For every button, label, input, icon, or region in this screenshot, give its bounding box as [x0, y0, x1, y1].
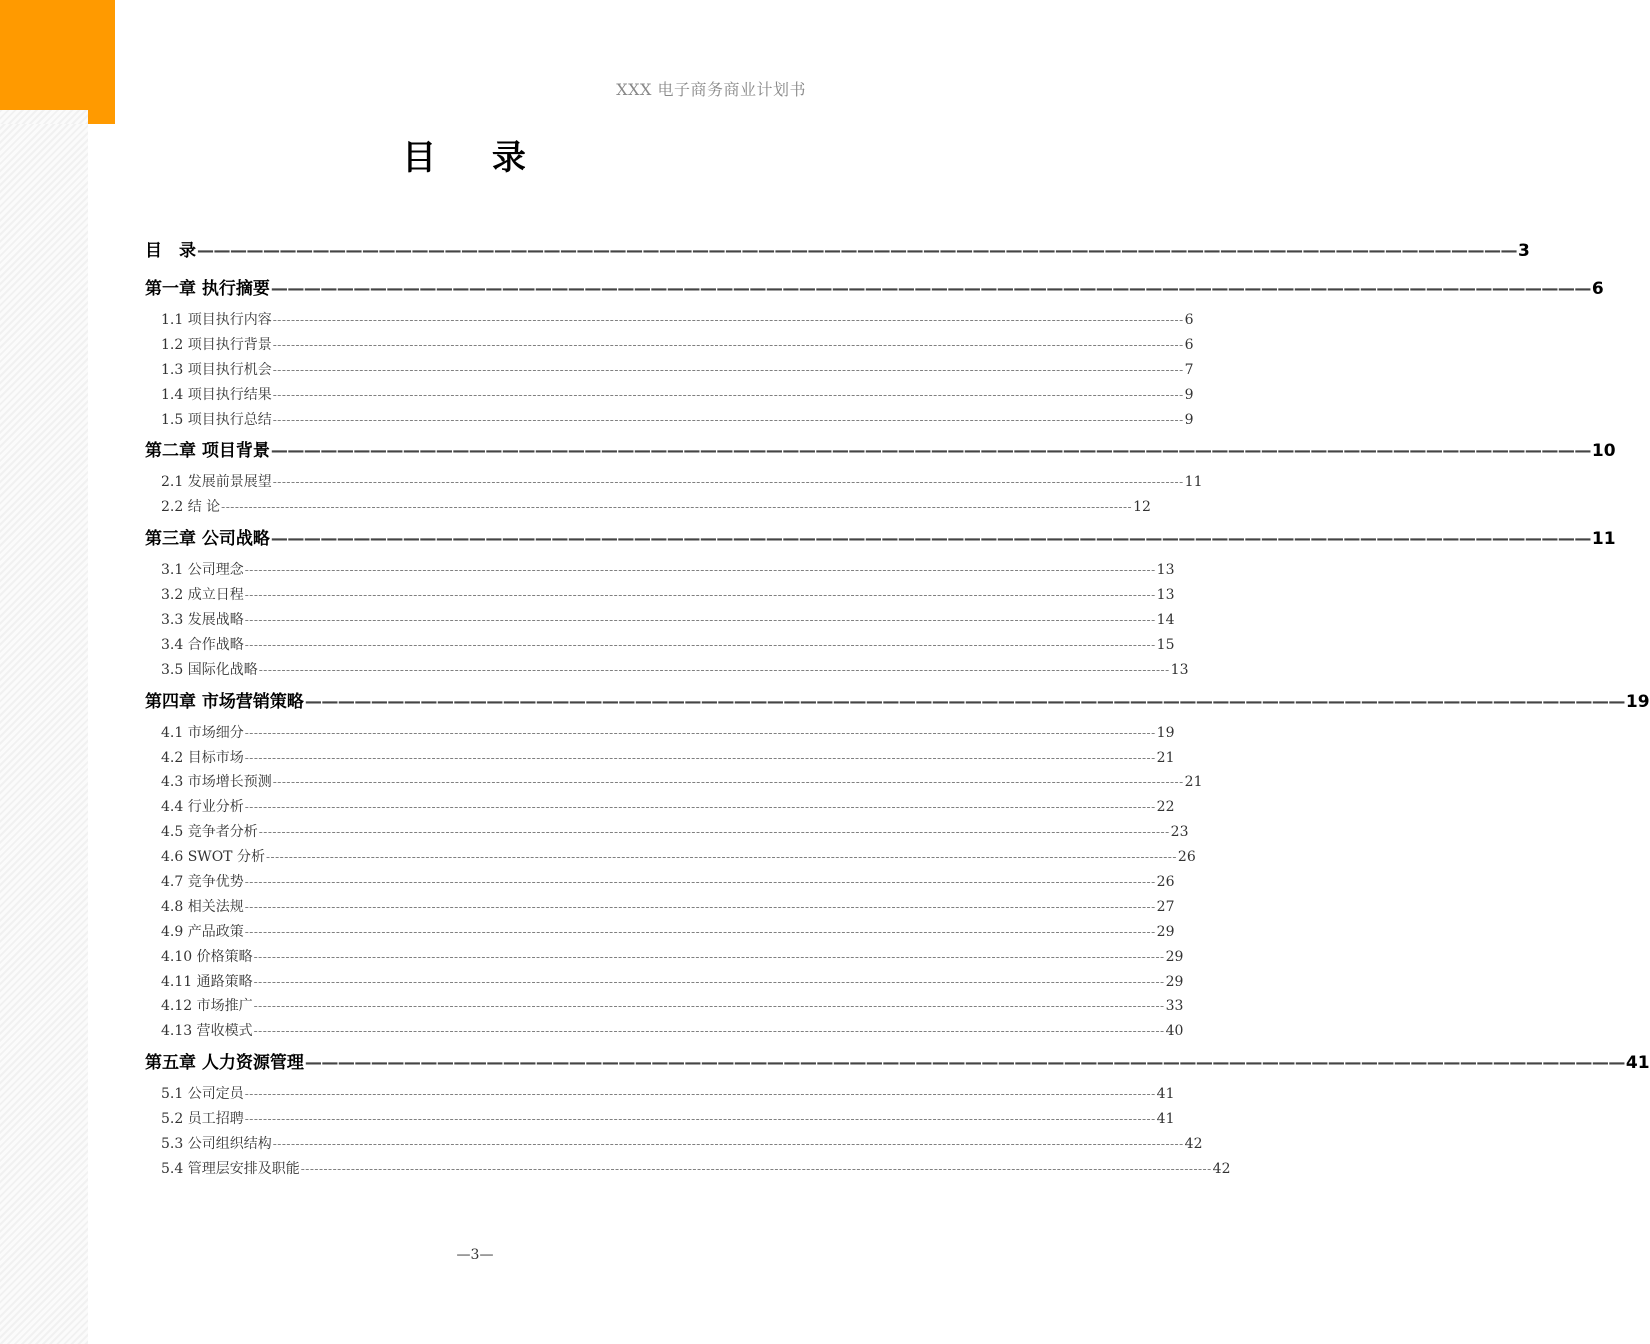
- toc-dot-leader: --------------------------------------------------------------------------------------------------------------------------------------------------------------------------------------------------------: [272, 337, 1184, 352]
- toc-entry-label: 4.7 竞争优势: [161, 874, 244, 891]
- toc-entry-label: 4.6 SWOT 分析: [161, 849, 265, 866]
- toc-entry-page-number: 6: [1591, 279, 1604, 299]
- toc-section-entry[interactable]: [145, 746, 1175, 771]
- toc-section-entry[interactable]: [145, 633, 1175, 658]
- toc-chapter-entry[interactable]: [145, 436, 1616, 470]
- toc-entry-label: 4.3 市场增长预测: [161, 774, 272, 791]
- toc-dot-leader: --------------------------------------------------------------------------------------------------------------------------------------------------------------------------------------------------------: [272, 775, 1184, 790]
- toc-dot-leader: ————————————————————————————————————————————————————————————————————————————————: [270, 441, 1591, 462]
- toc-dot-leader: --------------------------------------------------------------------------------------------------------------------------------------------------------------------------------------------------------: [253, 949, 1165, 964]
- toc-entry-page-number: 42: [1212, 1160, 1231, 1177]
- toc-entry-page-number: 40: [1165, 1023, 1184, 1040]
- toc-dot-leader: --------------------------------------------------------------------------------------------------------------------------------------------------------------------------------------------------------: [244, 899, 1156, 914]
- toc-dot-leader: --------------------------------------------------------------------------------------------------------------------------------------------------------------------------------------------------------: [244, 563, 1156, 578]
- toc-dot-leader: --------------------------------------------------------------------------------------------------------------------------------------------------------------------------------------------------------: [253, 1024, 1165, 1039]
- toc-dot-leader: --------------------------------------------------------------------------------------------------------------------------------------------------------------------------------------------------------: [258, 825, 1170, 840]
- toc-dot-leader: --------------------------------------------------------------------------------------------------------------------------------------------------------------------------------------------------------: [244, 588, 1156, 603]
- toc-dot-leader: --------------------------------------------------------------------------------------------------------------------------------------------------------------------------------------------------------: [244, 725, 1156, 740]
- toc-entry-page-number: 11: [1591, 529, 1616, 550]
- toc-entry-label: 4.4 行业分析: [161, 799, 244, 816]
- toc-entry-page-number: 19: [1625, 691, 1650, 712]
- toc-section-entry[interactable]: [145, 308, 1194, 333]
- toc-section-entry[interactable]: [145, 558, 1175, 583]
- toc-entry-label: 4.9 产品政策: [161, 923, 244, 940]
- toc-entry-page-number: 13: [1156, 587, 1175, 604]
- toc-section-entry[interactable]: [145, 333, 1194, 358]
- header-document-title: XXX 电子商务商业计划书: [616, 80, 806, 99]
- toc-chapter-entry[interactable]: [145, 687, 1650, 721]
- toc-entry-label: 3.1 公司理念: [161, 562, 244, 579]
- toc-section-entry[interactable]: [145, 870, 1175, 895]
- toc-section-entry[interactable]: [145, 994, 1184, 1019]
- toc-dot-leader: --------------------------------------------------------------------------------------------------------------------------------------------------------------------------------------------------------: [244, 750, 1156, 765]
- toc-entry-label: 4.1 市场细分: [161, 724, 244, 741]
- toc-entry-label: 1.5 项目执行总结: [161, 411, 272, 428]
- decorative-side-strip: [0, 0, 88, 1344]
- toc-entry-label: 第三章 公司战略: [145, 529, 270, 550]
- toc-entry-label: 1.1 项目执行内容: [161, 312, 272, 328]
- toc-entry-page-number: 19: [1156, 724, 1175, 741]
- toc-section-entry[interactable]: [145, 1157, 1231, 1182]
- toc-entry-label: 3.4 合作战略: [161, 636, 244, 653]
- toc-section-entry[interactable]: [145, 770, 1203, 795]
- toc-section-entry[interactable]: [145, 383, 1194, 408]
- toc-chapter-entry[interactable]: [145, 524, 1616, 558]
- toc-entry-page-number: 9: [1184, 411, 1194, 428]
- table-of-contents: [145, 236, 1650, 1182]
- toc-section-entry[interactable]: [145, 608, 1175, 633]
- toc-entry-label: 4.2 目标市场: [161, 749, 244, 766]
- toc-dot-leader: --------------------------------------------------------------------------------------------------------------------------------------------------------------------------------------------------------: [244, 1112, 1156, 1127]
- toc-dot-leader: ————————————————————————————————————————————————————————————————————————————————: [304, 1053, 1625, 1074]
- toc-entry-label: 3.5 国际化战略: [161, 661, 258, 678]
- toc-entry-label: 4.13 营收模式: [161, 1023, 253, 1040]
- toc-entry-label: 第二章 项目背景: [145, 441, 270, 462]
- toc-entry-label: 5.4 管理层安排及职能: [161, 1160, 300, 1177]
- toc-entry-page-number: 29: [1165, 948, 1184, 965]
- toc-section-entry[interactable]: [145, 1082, 1175, 1107]
- toc-entry-page-number: 14: [1156, 612, 1175, 629]
- toc-dot-leader: --------------------------------------------------------------------------------------------------------------------------------------------------------------------------------------------------------: [265, 850, 1177, 865]
- toc-section-entry[interactable]: [145, 583, 1175, 608]
- toc-section-entry[interactable]: [145, 945, 1184, 970]
- toc-dot-leader: --------------------------------------------------------------------------------------------------------------------------------------------------------------------------------------------------------: [244, 800, 1156, 815]
- toc-dot-leader: ————————————————————————————————————————————————————————————————————————————————: [197, 241, 1517, 261]
- toc-entry-label: 2.2 结 论: [161, 499, 221, 516]
- toc-section-entry[interactable]: [145, 470, 1203, 495]
- toc-entry-page-number: 41: [1156, 1111, 1175, 1128]
- toc-section-entry[interactable]: [145, 658, 1189, 683]
- toc-entry-label: 5.1 公司定员: [161, 1086, 244, 1103]
- toc-section-entry[interactable]: [145, 358, 1194, 383]
- toc-entry-page-number: 21: [1184, 774, 1203, 791]
- toc-section-entry[interactable]: [145, 1132, 1203, 1157]
- orange-corner-block: [0, 0, 115, 124]
- toc-dot-leader: ————————————————————————————————————————————————————————————————————————————————: [270, 529, 1591, 550]
- toc-entry-label: 4.12 市场推广: [161, 998, 253, 1015]
- toc-entry-label: 4.10 价格策略: [161, 948, 253, 965]
- toc-entry-page-number: 7: [1184, 361, 1194, 378]
- orange-block-notch: [0, 110, 88, 124]
- toc-dot-leader: ————————————————————————————————————————————————————————————————————————————————: [270, 279, 1591, 299]
- toc-section-entry[interactable]: [145, 970, 1184, 995]
- toc-section-entry[interactable]: [145, 1019, 1184, 1044]
- toc-entry-label: 5.3 公司组织结构: [161, 1136, 272, 1153]
- toc-entry-page-number: 11: [1184, 474, 1203, 491]
- toc-dot-leader: --------------------------------------------------------------------------------------------------------------------------------------------------------------------------------------------------------: [272, 313, 1184, 327]
- toc-dot-leader: --------------------------------------------------------------------------------------------------------------------------------------------------------------------------------------------------------: [253, 974, 1165, 989]
- toc-entry-page-number: 42: [1184, 1136, 1203, 1153]
- toc-dot-leader: --------------------------------------------------------------------------------------------------------------------------------------------------------------------------------------------------------: [272, 475, 1184, 490]
- toc-entry-page-number: 21: [1156, 749, 1175, 766]
- toc-entry-page-number: 41: [1625, 1053, 1650, 1074]
- page-number: —3—: [456, 1247, 494, 1263]
- toc-section-entry[interactable]: [145, 1107, 1175, 1132]
- toc-entry-page-number: 15: [1156, 636, 1175, 653]
- toc-dot-leader: --------------------------------------------------------------------------------------------------------------------------------------------------------------------------------------------------------: [272, 362, 1184, 377]
- toc-entry-page-number: 41: [1156, 1086, 1175, 1103]
- toc-section-entry[interactable]: [145, 845, 1196, 870]
- toc-entry-page-number: 12: [1133, 499, 1151, 516]
- toc-entry-page-number: 9: [1184, 386, 1194, 403]
- toc-entry-label: 3.2 成立日程: [161, 587, 244, 604]
- toc-entry-label: 目 录: [145, 241, 196, 261]
- toc-dot-leader: --------------------------------------------------------------------------------------------------------------------------------------------------------------------------------------------------------: [244, 875, 1156, 890]
- toc-entry-label: 1.3 项目执行机会: [161, 361, 272, 378]
- toc-chapter-entry[interactable]: [145, 236, 1530, 270]
- toc-dot-leader: --------------------------------------------------------------------------------------------------------------------------------------------------------------------------------------------------------: [272, 412, 1184, 427]
- toc-entry-label: 3.3 发展战略: [161, 612, 244, 629]
- toc-entry-page-number: 27: [1156, 898, 1175, 915]
- toc-entry-page-number: 26: [1156, 874, 1175, 891]
- toc-section-entry[interactable]: [145, 721, 1175, 746]
- toc-entry-page-number: 6: [1184, 312, 1194, 328]
- toc-entry-label: 4.11 通路策略: [161, 973, 253, 990]
- toc-section-entry[interactable]: [145, 895, 1175, 920]
- toc-dot-leader: --------------------------------------------------------------------------------------------------------------------------------------------------------------------------------------------------------: [244, 924, 1156, 939]
- toc-dot-leader: --------------------------------------------------------------------------------------------------------------------------------------------------------------------------------------------------------: [272, 1137, 1184, 1152]
- toc-chapter-entry[interactable]: [145, 1048, 1650, 1082]
- toc-section-entry[interactable]: [145, 495, 1151, 520]
- toc-entry-page-number: 22: [1156, 799, 1175, 816]
- toc-entry-label: 1.4 项目执行结果: [161, 386, 272, 403]
- page-title: 目 录: [402, 138, 548, 178]
- toc-entry-label: 第五章 人力资源管理: [145, 1053, 304, 1074]
- toc-section-entry[interactable]: [145, 408, 1194, 433]
- toc-dot-leader: ————————————————————————————————————————————————————————————————————————————————: [304, 691, 1625, 712]
- toc-entry-page-number: 6: [1184, 336, 1194, 353]
- toc-section-entry[interactable]: [145, 820, 1189, 845]
- toc-dot-leader: --------------------------------------------------------------------------------------------------------------------------------------------------------------------------------------------------------: [244, 613, 1156, 628]
- toc-dot-leader: --------------------------------------------------------------------------------------------------------------------------------------------------------------------------------------------------------: [272, 387, 1184, 402]
- toc-entry-page-number: 26: [1177, 849, 1196, 866]
- toc-dot-leader: --------------------------------------------------------------------------------------------------------------------------------------------------------------------------------------------------------: [258, 662, 1170, 677]
- toc-dot-leader: --------------------------------------------------------------------------------------------------------------------------------------------------------------------------------------------------------: [253, 999, 1165, 1014]
- toc-section-entry[interactable]: [145, 920, 1175, 945]
- toc-section-entry[interactable]: [145, 795, 1175, 820]
- toc-entry-page-number: 13: [1156, 562, 1175, 579]
- toc-chapter-entry[interactable]: [145, 274, 1604, 308]
- toc-entry-page-number: 3: [1518, 241, 1530, 261]
- toc-entry-label: 4.8 相关法规: [161, 898, 244, 915]
- toc-entry-page-number: 33: [1165, 998, 1184, 1015]
- toc-entry-label: 2.1 发展前景展望: [161, 474, 272, 491]
- toc-entry-page-number: 23: [1170, 824, 1189, 841]
- toc-entry-page-number: 13: [1170, 661, 1189, 678]
- toc-dot-leader: --------------------------------------------------------------------------------------------------------------------------------------------------------------------------------------------------------: [300, 1161, 1212, 1176]
- toc-dot-leader: --------------------------------------------------------------------------------------------------------------------------------------------------------------------------------------------------------: [244, 1087, 1156, 1102]
- toc-entry-label: 4.5 竞争者分析: [161, 824, 258, 841]
- toc-entry-page-number: 29: [1156, 923, 1175, 940]
- toc-dot-leader: --------------------------------------------------------------------------------------------------------------------------------------------------------------------------------------------------------: [221, 500, 1133, 515]
- toc-entry-page-number: 10: [1591, 441, 1616, 462]
- toc-entry-label: 1.2 项目执行背景: [161, 336, 272, 353]
- toc-dot-leader: --------------------------------------------------------------------------------------------------------------------------------------------------------------------------------------------------------: [244, 637, 1156, 652]
- toc-entry-label: 第一章 执行摘要: [145, 279, 270, 299]
- toc-entry-label: 5.2 员工招聘: [161, 1111, 244, 1128]
- toc-entry-label: 第四章 市场营销策略: [145, 691, 304, 712]
- toc-entry-page-number: 29: [1165, 973, 1184, 990]
